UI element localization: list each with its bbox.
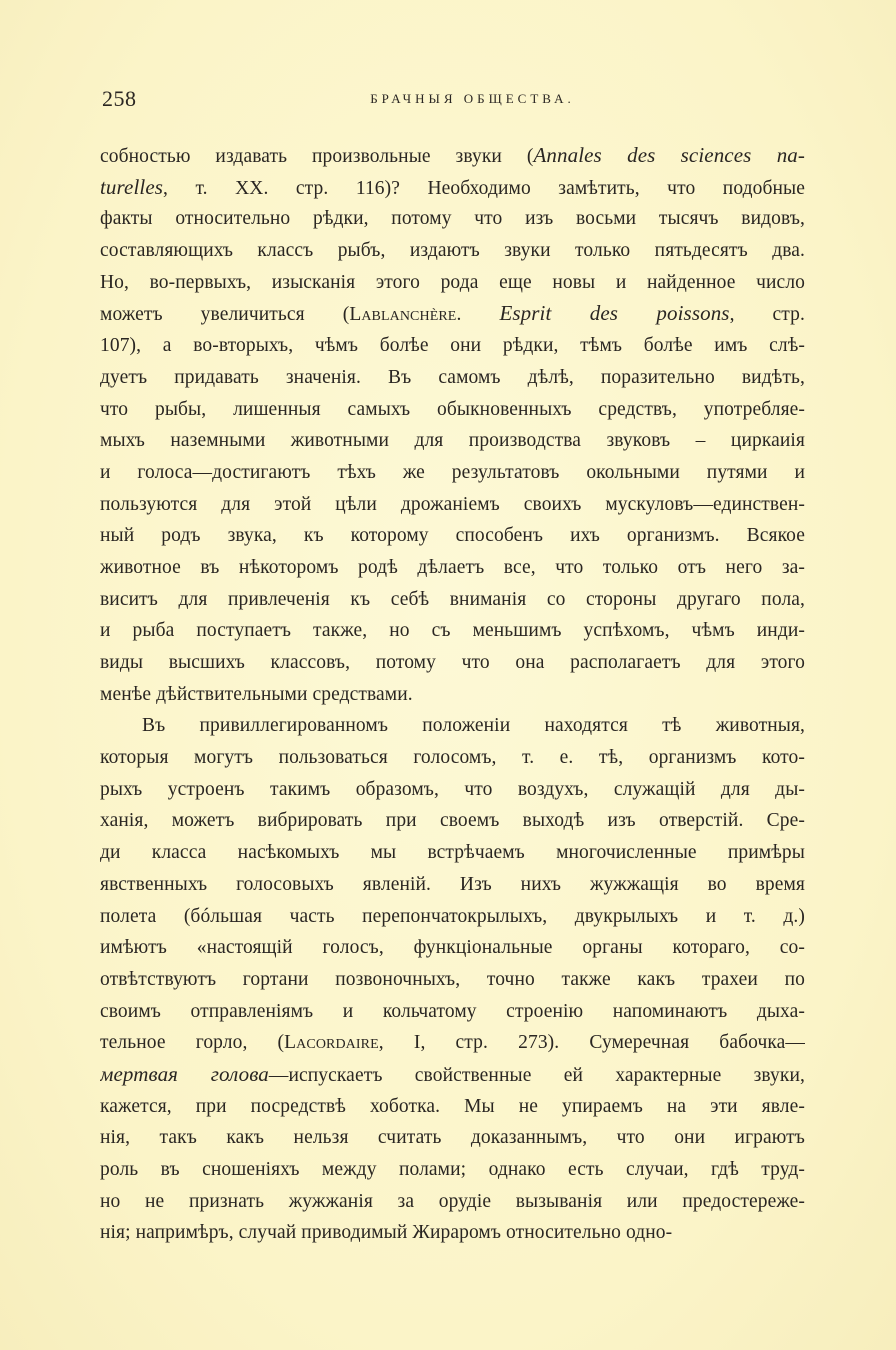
italic-title: мертвая голова xyxy=(100,1061,269,1086)
text-line xyxy=(100,679,805,711)
text-run: , т. XX. стр. 116)? Необходимо замѣтить, что подобные xyxy=(163,177,805,199)
text-run: но не признать жужжанія за орудіе вызыванія или предостереже- xyxy=(100,1190,805,1212)
text-run: отвѣтствуютъ гортани позвоночныхъ, точно также какъ трахеи по xyxy=(100,968,805,990)
text-line xyxy=(100,1122,805,1154)
text-run: что рыбы, лишенныя самыхъ обыкновенныхъ средствъ, употребляе- xyxy=(100,398,805,420)
text-run: животное въ нѣкоторомъ родѣ дѣлаетъ все, что только отъ него за- xyxy=(100,556,805,578)
italic-title: Esprit des poissons xyxy=(499,301,730,326)
text-line xyxy=(100,140,805,172)
text-line xyxy=(100,172,805,204)
text-run: явственныхъ голосовыхъ явленій. Изъ нихъ жужжащія во время xyxy=(100,873,805,895)
author-name: Lablanchère xyxy=(349,304,457,326)
text-run: которыя могутъ пользоваться голосомъ, т. е. тѣ, организмъ кото- xyxy=(100,747,805,769)
text-line xyxy=(100,1154,805,1186)
text-line xyxy=(100,647,805,679)
text-line xyxy=(100,1186,805,1218)
text-line xyxy=(100,1027,805,1059)
text-run: —испускаетъ свойственные ей характерные звуки, xyxy=(268,1064,805,1086)
text-line xyxy=(100,964,805,996)
text-line xyxy=(100,267,805,299)
text-line xyxy=(100,710,805,742)
text-line xyxy=(100,457,805,489)
text-line xyxy=(100,837,805,869)
text-line xyxy=(100,1217,805,1249)
text-run: своимъ отправленіямъ и кольчатому строенію напоминаютъ дыха- xyxy=(100,1000,805,1022)
text-run: Но, во-первыхъ, изысканія этого рода еще новы и найденное число xyxy=(100,271,805,293)
text-run: , стр. xyxy=(729,304,805,326)
text-line xyxy=(100,298,805,330)
page-header xyxy=(100,86,805,120)
text-line xyxy=(100,805,805,837)
paragraph-2 xyxy=(100,710,805,1249)
text-run: факты относительно рѣдки, потому что изъ восьми тысячъ видовъ, xyxy=(100,208,805,230)
body-text xyxy=(100,140,805,1249)
text-line xyxy=(100,362,805,394)
italic-title: turelles xyxy=(100,174,164,199)
text-run: Въ привиллегированномъ положеніи находятся тѣ животныя, xyxy=(142,715,805,737)
text-run: ный родъ звука, къ которому способенъ ихъ организмъ. Всякое xyxy=(100,525,805,547)
text-run: полета (бóльшая часть перепончатокрылыхъ, двукрылыхъ и т. д.) xyxy=(100,905,805,927)
text-line xyxy=(100,901,805,933)
text-line xyxy=(100,552,805,584)
author-name: Lacordaire xyxy=(284,1032,379,1054)
text-run: составляющихъ классъ рыбъ, издаютъ звуки только пятьдесятъ два. xyxy=(100,240,805,262)
running-head: БРАЧНЫЯ ОБЩЕСТВА. xyxy=(370,91,575,106)
text-line xyxy=(100,932,805,964)
text-run: кажется, при посредствѣ хоботка. Мы не упираемъ на эти явле- xyxy=(100,1095,805,1117)
text-line xyxy=(100,584,805,616)
text-run: виситъ для привлеченія къ себѣ вниманія со стороны другаго пола, xyxy=(100,588,805,610)
text-run: дуетъ придавать значенія. Въ самомъ дѣлѣ, поразительно видѣть, xyxy=(100,366,805,388)
text-line xyxy=(100,235,805,267)
text-line xyxy=(100,742,805,774)
text-line xyxy=(100,615,805,647)
text-run: ди класса насѣкомыхъ мы встрѣчаемъ многочисленные примѣры xyxy=(100,842,805,864)
text-line xyxy=(100,774,805,806)
text-run: и рыба поступаетъ также, но съ меньшимъ успѣхомъ, чѣмъ инди- xyxy=(100,620,805,642)
text-run: менѣе дѣйствительными средствами. xyxy=(100,683,413,705)
text-run: и голоса—достигаютъ тѣхъ же результатовъ окольными путями и xyxy=(100,461,805,483)
text-line xyxy=(100,394,805,426)
text-line xyxy=(100,203,805,235)
text-run: нія; напримѣръ, случай приводимый Жираромъ относительно одно- xyxy=(100,1222,673,1244)
text-run: нія, такъ какъ нельзя считать доказаннымъ, что они играютъ xyxy=(100,1127,805,1149)
text-run: виды высшихъ классовъ, потому что она располагаетъ для этого xyxy=(100,652,805,673)
text-run: тельное горло, ( xyxy=(100,1032,285,1054)
text-line xyxy=(100,520,805,552)
text-line xyxy=(100,425,805,457)
text-run: роль въ сношеніяхъ между полами; однако есть случаи, гдѣ труд- xyxy=(100,1159,805,1180)
text-line xyxy=(100,489,805,521)
text-line xyxy=(100,1059,805,1091)
text-run: , I, стр. 273). Сумеречная бабочка— xyxy=(378,1032,805,1054)
text-run: мыхъ наземными животными для производства звуковъ – циркаиія xyxy=(100,430,805,452)
italic-title: Annales des sciences na- xyxy=(533,143,805,167)
text-run: рыхъ устроенъ такимъ образомъ, что воздухъ, служащій для ды- xyxy=(100,778,805,800)
text-run: имѣютъ «настоящій голосъ, функціональные органы котораго, со- xyxy=(100,937,805,959)
text-line xyxy=(100,869,805,901)
text-line xyxy=(100,996,805,1028)
paragraph-1 xyxy=(100,140,805,710)
text-run: ханія, можетъ вибрировать при своемъ выходѣ изъ отверстій. Сре- xyxy=(100,810,805,832)
page-number: 258 xyxy=(102,86,137,111)
text-run: можетъ увеличиться ( xyxy=(100,304,350,326)
text-run: 107), а во-вторыхъ, чѣмъ болѣе они рѣдки, тѣмъ болѣе имъ слѣ- xyxy=(100,335,805,357)
text-run: . xyxy=(456,304,500,326)
text-line xyxy=(100,330,805,362)
text-run: пользуются для этой цѣли дрожаніемъ своихъ мускуловъ—единствен- xyxy=(100,493,805,515)
text-run: собностью издавать произвольные звуки ( xyxy=(100,146,534,167)
text-line xyxy=(100,1091,805,1123)
